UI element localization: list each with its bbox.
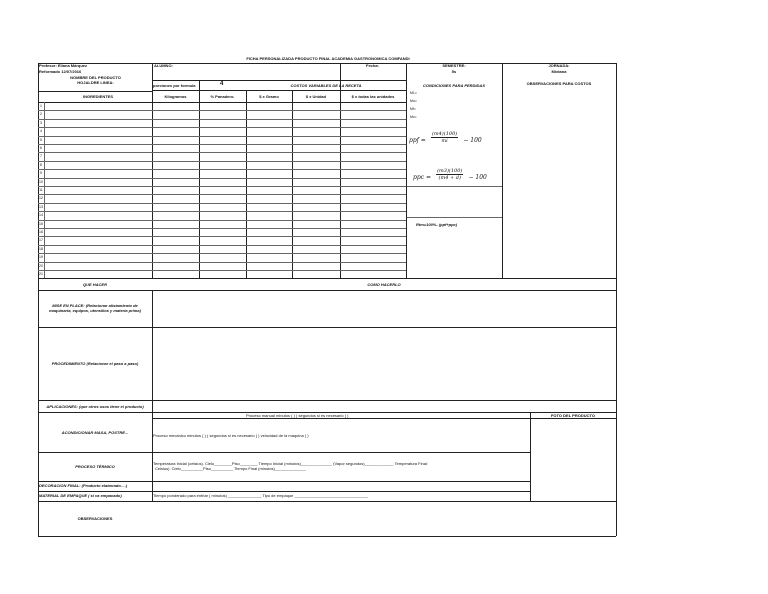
grid-row-line [38,169,406,170]
mx-label: Mx= [410,115,417,119]
porciones-value: 4 [220,81,224,87]
m1-label: M1= [410,91,417,95]
material-label: MATERIAL DE EMPAQUE ( si va empacado) [39,493,122,498]
como-hacerlo-label: COMO HACERLO [367,282,401,287]
porciones-label: porciones por formula [153,83,196,88]
col-kilogramos: Kilogramos [164,94,187,99]
hojaldre-label: HOJALDRE LINEA: [77,80,114,85]
reformado-label: Reformado 12/07/2016 [39,69,82,74]
condiciones-perdidas-label: CONDICIONES PARA PERDIDAS [422,83,485,88]
row-number: 10 [39,179,43,184]
decoracion-label: DECORACION FINAL: (Producto elaborado….) [39,483,128,488]
grid-row-line [38,119,406,120]
observaciones-label: OBSERVACIONES [77,516,113,521]
grid-row-line [38,178,406,179]
formula-ppf-fraction [431,131,458,144]
grid-row-line [38,186,406,187]
col-precio-gramo: $ x Gramo [259,94,279,99]
row-number: 12 [39,196,43,201]
mf-label: Mf= [410,107,416,111]
grid-row-line [38,228,406,229]
jornada-value: Mixtana [551,69,567,74]
row-number: 13 [39,204,43,209]
row-number: 1 [40,104,42,108]
grid-row-line [38,211,406,212]
proceso-mecanico-text: Proceso mecánico minutos ( ) ( segundos si es necesario ( ) velocidad de la maquina ( ) [153,433,309,438]
proceso-manual-text: Proceso manual minutos ( ) ( segundos si es necesario ( ) [246,413,349,418]
row-number: 5 [40,137,42,142]
profesor-label: Profesor: Eliana Márquez [39,63,88,68]
grid-row-line [38,245,406,246]
row-number: 21 [39,272,43,276]
rtm-formula: Rtm=100%- (ppf+ppc) [416,222,458,227]
grid-row-line [38,161,406,162]
acondicionar-label: ACONDICIONAR MASA, POSTRE... [61,430,129,435]
col-precio-todas: $ x todas las unidades [351,94,395,99]
fecha-label: Fecha: [366,63,379,68]
grid-row-line [38,253,406,254]
formula-ppc-fraction [436,168,463,181]
mise-en-place-label [42,303,148,313]
procedimiento-label: PROCEDIMIENTO (Relacionar el paso a paso) [51,361,139,366]
grid-row-line [38,110,406,111]
mise-en-place-text: MISE EN PLACE: (Relacionar alistamiento de maquinaria, equipos, utensilios y materia prima) [49,303,141,313]
row-number: 8 [40,162,42,167]
row-number: 7 [40,154,42,159]
row-number: 3 [40,120,42,125]
row-number: 16 [39,230,43,234]
row-number: 2 [40,112,42,117]
grid-row-line [38,136,406,137]
row-number: 11 [39,188,43,192]
semestre-value: 5s [451,69,457,74]
formula-ppf-lhs: ppf = [409,137,426,144]
grid-row-line [38,203,406,204]
mu-label: Mu= [410,99,417,103]
observaciones-costos-label: OBSERVACIONES PARA COSTOS [526,81,592,86]
termico-line1: Temperatura Inicial (celsius). Cielo________Piso________ Tiempo Inicial (minutos)______________ (Vapor segundos)_____________ Temperatura Final: [153,461,428,466]
page-title: FICHA PERSONALIZADA PRODUCTO FINAL ACADEMIA GASTRONOMICA COMFANDI [246,56,410,61]
formula-ppc-rhs: − 100 [468,174,487,181]
que-hacer-label: QUE HACER [82,282,107,287]
row-number: 9 [40,171,42,176]
col-ingredientes: INGREDIENTES [82,94,113,99]
row-number: 17 [39,238,43,243]
row-number: 14 [39,213,43,218]
proceso-termico-label: PROCESO TÉRMICO [75,464,115,469]
row-number: 4 [40,129,42,134]
grid-row-line [38,127,406,128]
row-number: 15 [39,221,43,226]
semestre-label: SEMESTRE: [442,63,466,68]
formula-ppc [413,164,487,183]
formula-ppc-den: (m4 + d) [438,175,461,181]
grid-row-line [38,262,406,263]
formula-ppf [409,127,482,146]
foto-producto-label: FOTO DEL PRODUCTO [550,413,595,418]
termico-line2: Celsius). Cielo__________Piso__________ Tiempo Final (minutos)______________ [155,466,306,471]
row-number: 6 [40,146,42,150]
jornada-label: JORNADA: [548,63,570,68]
material-value: Tiempo ponderado para enfriar ( minutos) _______________ Tipo de empaque _________________________________ [153,493,368,498]
grid-row-line [38,152,406,153]
grid-row-line [38,236,406,237]
col-precio-unidad: $ x Unidad [305,94,327,99]
formula-ppf-den: mi [441,138,448,144]
costos-variables-label: COSTOS VARIABLES DE LA RECETA [290,83,362,88]
formula-ppf-rhs: − 100 [463,137,482,144]
formula-ppc-lhs: ppc = [413,174,431,181]
grid-row-line [38,220,406,221]
formula-ppc-num: (m3)(100) [437,168,463,174]
row-number: 20 [39,263,43,268]
col-porcentaje: % Panadero. [210,94,235,99]
nombre-producto-label: NOMBRE DEL PRODUCTO [70,75,121,80]
row-number: 18 [39,246,43,251]
grid-row-line [38,194,406,195]
grid-row-line [38,144,406,145]
row-number: 19 [39,255,43,260]
grid-row-line [38,270,406,271]
alumno-label: ALUMNO: [154,63,173,68]
aplicaciones-label: APLICACIONES: (que otros usos tiene el producto) [46,404,144,409]
formula-ppf-num: (m4)(100) [431,131,458,137]
